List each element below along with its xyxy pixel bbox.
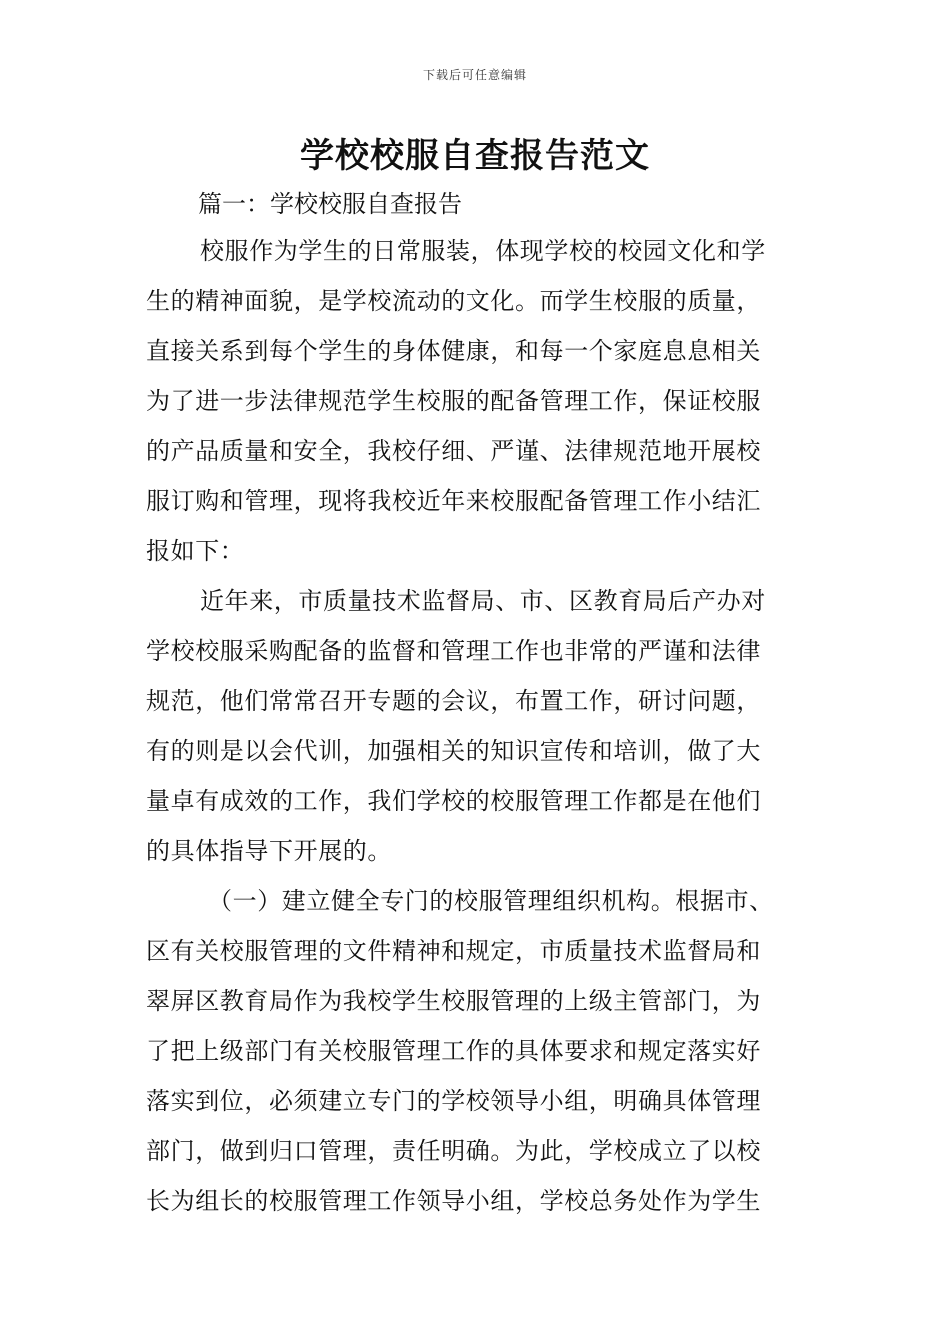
paragraph-line: 翠屏区教育局作为我校学生校服管理的上级主管部门，为 xyxy=(146,987,761,1015)
paragraph-line: 为了进一步法律规范学生校服的配备管理工作，保证校服 xyxy=(146,387,761,415)
paragraph-line: 落实到位，必须建立专门的学校领导小组，明确具体管理 xyxy=(146,1087,761,1115)
section-title: 篇一：学校校服自查报告 xyxy=(198,190,462,218)
paragraph-line: 的产品质量和安全，我校仔细、严谨、法律规范地开展校 xyxy=(146,437,761,465)
paragraph-line: 量卓有成效的工作，我们学校的校服管理工作都是在他们 xyxy=(146,787,761,815)
paragraph-line: 直接关系到每个学生的身体健康，和每一个家庭息息相关 xyxy=(146,337,761,365)
paragraph-line: （一）建立健全专门的校服管理组织机构。根据市、 xyxy=(208,887,774,915)
paragraph-line: 学校校服采购配备的监督和管理工作也非常的严谨和法律 xyxy=(146,637,761,665)
paragraph-line: 有的则是以会代训，加强相关的知识宣传和培训，做了大 xyxy=(146,737,761,765)
paragraph-line: 长为组长的校服管理工作领导小组，学校总务处作为学生 xyxy=(146,1187,761,1215)
document-title: 学校校服自查报告范文 xyxy=(300,136,650,176)
document-body xyxy=(146,226,812,1226)
paragraph-line: 校服作为学生的日常服装，体现学校的校园文化和学 xyxy=(200,237,766,265)
paragraph-line: 部门，做到归口管理，责任明确。为此，学校成立了以校 xyxy=(146,1137,761,1165)
paragraph-line: 规范，他们常常召开专题的会议，布置工作，研讨问题， xyxy=(146,687,761,715)
page-header-note: 下载后可任意编辑 xyxy=(422,68,527,82)
paragraph-line: 了把上级部门有关校服管理工作的具体要求和规定落实好 xyxy=(146,1037,761,1065)
paragraph-line: 生的精神面貌，是学校流动的文化。而学生校服的质量， xyxy=(146,287,761,315)
paragraph-line: 近年来，市质量技术监督局、市、区教育局后产办对 xyxy=(200,587,766,615)
paragraph-line: 的具体指导下开展的。 xyxy=(146,837,392,865)
paragraph-line: 报如下： xyxy=(146,537,245,565)
paragraph-line: 服订购和管理，现将我校近年来校服配备管理工作小结汇 xyxy=(146,487,761,515)
paragraph-line: 区有关校服管理的文件精神和规定，市质量技术监督局和 xyxy=(146,937,761,965)
